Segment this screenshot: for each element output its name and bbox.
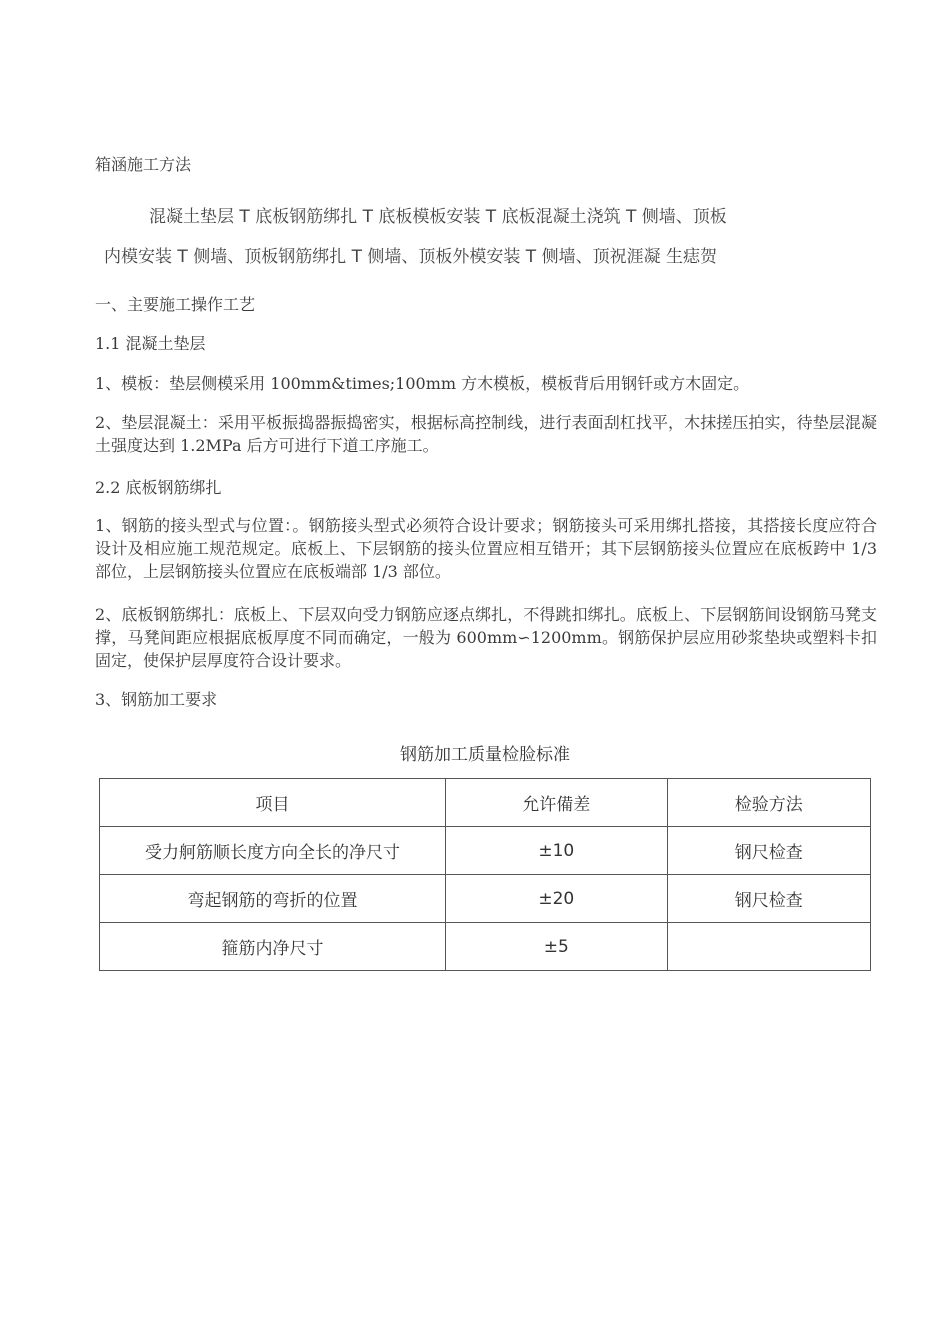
header-method: 检验方法 [667, 779, 870, 827]
table-header-row [100, 779, 871, 827]
table-row [100, 827, 871, 875]
cell-item: 弯起钢筋的弯折的位置 [100, 875, 446, 923]
cell-item: 箍筋内净尺寸 [100, 923, 446, 971]
section-heading-1: 一、主要施工操作工艺 [95, 295, 256, 314]
quality-standard-table [99, 778, 871, 971]
cell-tolerance: ±10 [446, 827, 667, 875]
subsection-2-2: 2.2 底板钢筋绑扎 [95, 478, 222, 497]
paragraph-rebar-joint: 1、钢筋的接头型式与位置：。钢筋接头型式必须符合设计要求；钢筋接头可采用绑扎搭接，其搭接长度应符合设计及相应施工规范规定。底板上、下层钢筋的接头位置应相互错开；其下层钢筋接头位置应在底板跨中 1/3 部位，上层钢筋接头位置应在底板端部 1/3 部位。 [95, 516, 877, 581]
table-row [100, 875, 871, 923]
paragraph-cushion-concrete: 2、垫层混凝土：采用平板振捣器振捣密实，根据标高控制线，进行表面刮杠找平，木抹搓压拍实，待垫层混凝土强度达到 1.2MPa 后方可进行下道工序施工。 [95, 413, 877, 455]
header-tolerance: 允许備差 [446, 779, 667, 827]
table-title: 钢筋加工质量检脸标准 [400, 745, 570, 765]
cell-tolerance: ±20 [446, 875, 667, 923]
process-flow-line-1: 混凝土垫层 T 底板钢筋绑扎 T 底板模板安装 T 底板混凝土浇筑 T 侧墙、顶板 [149, 207, 727, 227]
table-row [100, 923, 871, 971]
process-flow-line-2: 内模安装 T 侧墙、顶板钢筋绑扎 T 侧墙、顶板外模安装 T 侧墙、顶祝涯凝 生痣贺 [104, 247, 717, 267]
cell-item: 受力舸筋顺长度方向全长的净尺寸 [100, 827, 446, 875]
doc-title: 箱涵施工方法 [95, 155, 192, 174]
cell-method: 钢尺检查 [667, 827, 870, 875]
paragraph-formwork: 1、模板：垫层侧模采用 100mm&times;100mm 方木模板，模板背后用钢钎或方木固定。 [95, 374, 750, 393]
paragraph-rebar-binding: 2、底板钢筋绑扎：底板上、下层双向受力钢筋应逐点绑扎，不得跳扣绑扎。底板上、下层钢筋间设钢筋马凳支撑，马凳间距应根据底板厚度不同而确定，一般为 600mm∽1200mm。钢筋保护层应用砂浆垫块或塑料卡扣固定，使保护层厚度符合设计要求。 [95, 605, 877, 670]
cell-tolerance: ±5 [446, 923, 667, 971]
header-item: 项目 [100, 779, 446, 827]
subsection-1-1: 1.1 混凝土垫层 [95, 334, 206, 353]
cell-method: 钢尺检查 [667, 875, 870, 923]
paragraph-rebar-processing: 3、钢筋加工要求 [95, 690, 218, 709]
cell-method [667, 923, 870, 971]
